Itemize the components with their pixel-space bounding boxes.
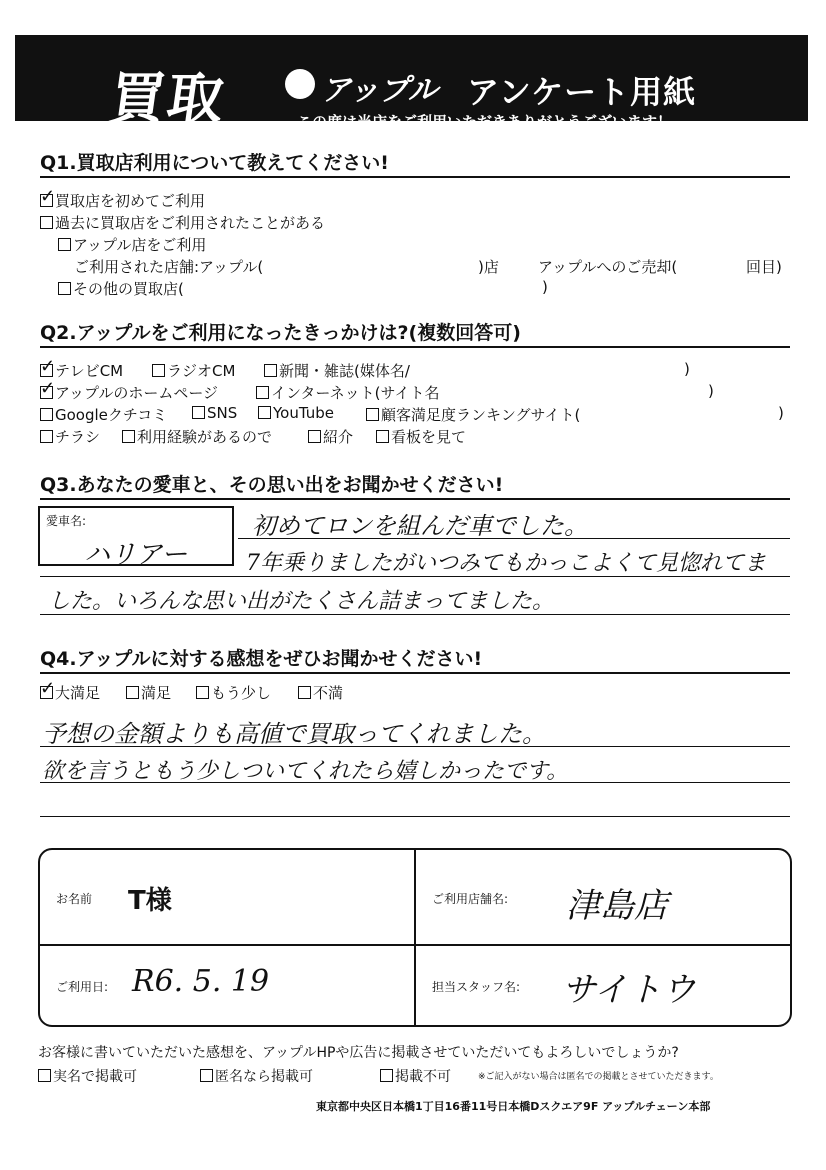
q1-option-other[interactable]: その他の買取店( (58, 278, 184, 299)
checkbox-icon[interactable] (196, 686, 209, 699)
visit-date-value: R6. 5. 19 (132, 964, 270, 999)
consent-real-name[interactable]: 実名で掲載可 (38, 1066, 137, 1086)
checkbox-icon[interactable] (380, 1069, 393, 1082)
checkbox-icon[interactable] (40, 430, 53, 443)
q4-option-satisfied[interactable]: 満足 (126, 682, 171, 703)
q3-line-1 (238, 538, 790, 539)
q4-line-1 (40, 746, 790, 747)
q2-option-experience[interactable]: 利用経験があるので (122, 426, 272, 447)
store-name-label: ご利用店舗名: (432, 892, 509, 906)
q3-title: Q3.あなたの愛車と、その思い出をお聞かせください! (40, 474, 504, 496)
checkbox-icon[interactable] (40, 194, 53, 207)
checkbox-icon[interactable] (58, 238, 71, 251)
customer-name-label: お名前 (56, 892, 93, 906)
checkbox-icon[interactable] (264, 364, 277, 377)
q1-store-suffix: )店 (478, 258, 499, 276)
panel-vertical-divider (414, 850, 416, 1025)
q2-option-sns[interactable]: SNS (192, 404, 237, 422)
q2-option-referral[interactable]: 紹介 (308, 426, 353, 447)
q3-line-2 (40, 576, 790, 577)
q2-option-signboard[interactable]: 看板を見て (376, 426, 466, 447)
q3-answer-line-1: 初めてロンを組んだ車でした。 (252, 512, 588, 540)
checkbox-icon[interactable] (200, 1069, 213, 1082)
customer-name-value: T様 (128, 886, 172, 916)
q2-option-ranking[interactable]: 顧客満足度ランキングサイト( (366, 404, 580, 425)
q2-option-youtube[interactable]: YouTube (258, 404, 334, 422)
q4-divider (40, 672, 790, 674)
checkbox-icon[interactable] (192, 406, 205, 419)
consent-anonymous[interactable]: 匿名なら掲載可 (200, 1066, 313, 1086)
checkbox-icon[interactable] (376, 430, 389, 443)
form-title: アンケート用紙 (467, 73, 697, 111)
customer-info-panel (38, 848, 792, 1027)
checkbox-icon[interactable] (40, 364, 53, 377)
car-name-box[interactable] (38, 506, 234, 570)
q2-option-internet[interactable]: インターネット(サイト名 (256, 382, 439, 403)
q2-option-magazine[interactable]: 新聞・雑誌(媒体名/ (264, 360, 410, 381)
q4-answer-line-2: 欲を言うともう少しついてくれたら嬉しかったです。 (42, 759, 569, 784)
checkbox-icon[interactable] (58, 282, 71, 295)
q1-store-label: ご利用された店舗:アップル( (74, 258, 264, 276)
q3-divider (40, 498, 790, 500)
car-name-label: 愛車名: (46, 514, 87, 528)
q2-option-radio[interactable]: ラジオCM (152, 360, 235, 381)
q2-option-flyer[interactable]: チラシ (40, 426, 100, 447)
checkbox-icon[interactable] (40, 216, 53, 229)
q1-option-first[interactable]: ✓買取店を初めてご利用 (40, 190, 205, 211)
q1-title: Q1.買取店利用について教えてください! (40, 152, 389, 174)
checkbox-icon[interactable] (258, 406, 271, 419)
publish-consent-question: お客様に書いていただいた感想を、アップルHPや広告に掲載させていただいてもよろしいでしょうか? (38, 1045, 679, 1061)
q1-count-suffix: 回目) (746, 258, 782, 276)
panel-horizontal-divider (40, 944, 790, 946)
checkbox-icon[interactable] (40, 686, 53, 699)
checkbox-icon[interactable] (298, 686, 311, 699)
checkbox-icon[interactable] (122, 430, 135, 443)
q4-line-3 (40, 816, 790, 817)
q4-line-2 (40, 782, 790, 783)
q2-option-google[interactable]: Googleクチコミ (40, 404, 167, 425)
apple-logo-icon (285, 69, 315, 99)
consent-note: ※ご記入がない場合は匿名での掲載とさせていただきます。 (478, 1072, 719, 1082)
header-banner (15, 35, 808, 132)
checkbox-icon[interactable] (152, 364, 165, 377)
checkbox-icon[interactable] (126, 686, 139, 699)
q1-count-label: アップルへのご売却( (538, 258, 678, 276)
checkbox-icon[interactable] (366, 408, 379, 421)
staff-name-value: サイトウ (562, 970, 696, 1010)
consent-not-allowed[interactable]: 掲載不可 (380, 1066, 451, 1086)
q4-option-little-more[interactable]: もう少し (196, 682, 271, 703)
q1-divider (40, 176, 790, 178)
q3-answer-line-3: した。いろんな思い出がたくさん詰まってました。 (48, 589, 555, 614)
header-subtitle: この度は当店をご利用いただきありがとうございます！ (297, 113, 673, 131)
kaitori-logo-text: 買取 (104, 67, 230, 132)
checkbox-icon[interactable] (40, 408, 53, 421)
staff-name-label: 担当スタッフ名: (432, 980, 521, 994)
q1-option-apple[interactable]: アップル店をご利用 (58, 234, 206, 255)
q2-title: Q2.アップルをご利用になったきっかけは?(複数回答可) (40, 322, 521, 344)
q4-title: Q4.アップルに対する感想をぜひお聞かせください! (40, 648, 483, 670)
q1-option-past[interactable]: 過去に買取店をご利用されたことがある (40, 212, 325, 233)
checkbox-icon[interactable] (308, 430, 321, 443)
q2-magazine-close: ) (684, 360, 690, 378)
q4-option-dissatisfied[interactable]: 不満 (298, 682, 343, 703)
visit-date-label: ご利用日: (56, 980, 109, 994)
q4-option-very-satisfied[interactable]: ✓大満足 (40, 682, 100, 703)
q2-ranking-close: ) (778, 404, 784, 422)
q1-other-suffix: ) (542, 278, 548, 296)
store-name-value: 津島店 (566, 886, 668, 926)
checkbox-icon[interactable] (256, 386, 269, 399)
q3-answer-line-2: 7年乗りましたがいつみてもかっこよくて見惚れてま (246, 551, 766, 576)
q3-line-3 (40, 614, 790, 615)
q2-internet-close: ) (708, 382, 714, 400)
checkbox-icon[interactable] (40, 386, 53, 399)
q4-answer-line-1: 予想の金額よりも高値で買取ってくれました。 (42, 720, 546, 748)
company-address: 東京都中央区日本橋1丁目16番11号日本橋Dスクエア9F アップルチェーン本部 (316, 1100, 711, 1113)
brand-name: アップル (321, 73, 438, 108)
q2-option-homepage[interactable]: ✓アップルのホームページ (40, 382, 218, 403)
car-name-value: ハリアー (84, 540, 188, 570)
checkbox-icon[interactable] (38, 1069, 51, 1082)
q2-divider (40, 346, 790, 348)
q2-option-tvcm[interactable]: ✓テレビCM (40, 360, 123, 381)
